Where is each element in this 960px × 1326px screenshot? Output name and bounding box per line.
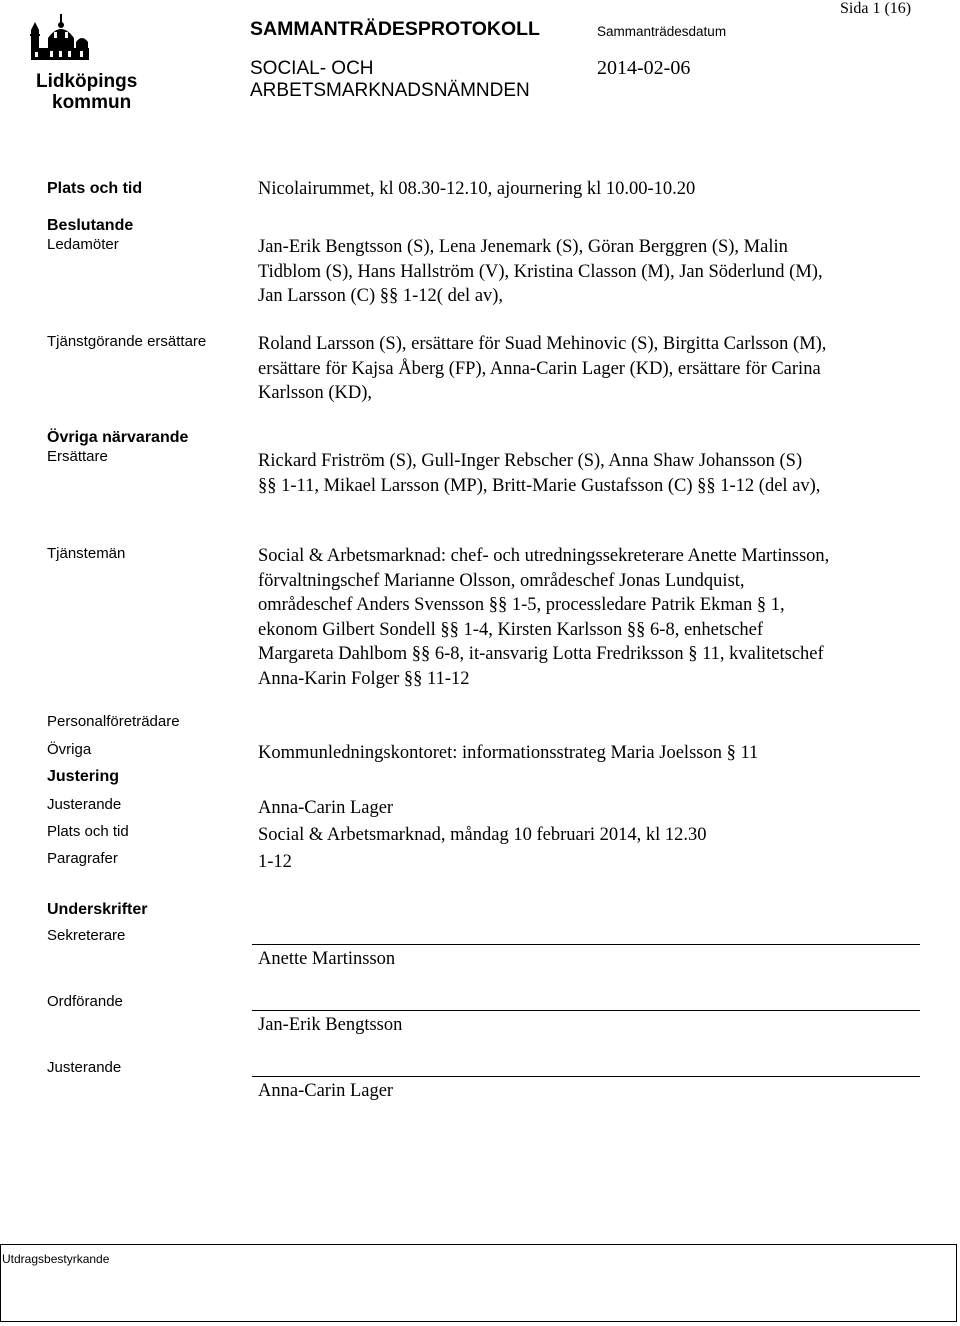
others-substitutes-list: [258, 449, 928, 498]
castle-emblem-icon: [26, 8, 152, 112]
secretary-signature-line: [252, 944, 920, 945]
others-substitutes-label: Ersättare: [47, 448, 108, 465]
signature-adjuster-name: Anna-Carin Lager: [258, 1081, 394, 1101]
officials-list: [258, 544, 928, 691]
chair-signature-line: [252, 1010, 920, 1011]
secretary-label: Sekreterare: [47, 927, 126, 944]
logo-text-line2: kommun: [52, 92, 132, 112]
place-label: Plats och tid: [47, 180, 143, 197]
officials-line: Anna-Karin Folger §§ 11-12: [258, 668, 470, 689]
officials-line: Margareta Dahlbom §§ 6-8, it-ansvarig Lotta Fredriksson § 11, kvalitetschef: [258, 644, 824, 664]
board-name-line1: SOCIAL- OCH: [250, 58, 374, 79]
document-type-title: SAMMANTRÄDESPROTOKOLL: [250, 18, 540, 40]
substitutes-line: ersättare för Kajsa Åberg (FP), Anna-Carin Lager (KD), ersättare för Carina: [258, 358, 821, 379]
adjuster-label: Justerande: [47, 796, 122, 813]
logo-text-line1: Lidköpings: [36, 71, 138, 92]
signatures-heading: Underskrifter: [47, 901, 148, 918]
members-list: [258, 235, 928, 309]
adjustment-heading: Justering: [47, 768, 120, 785]
officials-line: områdeschef Anders Svensson §§ 1-5, processledare Patrik Ekman § 1,: [258, 595, 785, 615]
secretary-name: Anette Martinsson: [258, 949, 396, 969]
signature-adjuster-label: Justerande: [47, 1059, 122, 1076]
chair-label: Ordförande: [47, 993, 123, 1010]
decision-heading: Beslutande: [47, 217, 134, 234]
adjustment-place-label: Plats och tid: [47, 823, 129, 840]
paragraphs-value: 1-12: [258, 852, 292, 872]
meeting-date-label: Sammanträdesdatum: [597, 24, 727, 39]
other-attendees-label: Övriga: [47, 741, 92, 758]
certification-label: Utdragsbestyrkande: [2, 1252, 110, 1266]
officials-line: förvaltningschef Marianne Olsson, områdeschef Jonas Lundquist,: [258, 570, 745, 591]
substitutes-label: Tjänstgörande ersättare: [47, 333, 207, 350]
substitutes-list: [258, 332, 928, 406]
board-name-line2: ARBETSMARKNADSNÄMNDEN: [250, 80, 530, 101]
substitutes-line: Karlsson (KD),: [258, 383, 373, 403]
officials-label: Tjänstemän: [47, 545, 126, 562]
chair-name: Jan-Erik Bengtsson: [258, 1015, 403, 1035]
adjuster-signature-line: [252, 1076, 920, 1077]
meeting-date: 2014-02-06: [597, 57, 691, 79]
others-substitutes-line: Rickard Friström (S), Gull-Inger Rebscher (S), Anna Shaw Johansson (S): [258, 451, 803, 471]
other-attendees-value: Kommunledningskontoret: informationsstrateg Maria Joelsson § 11: [258, 743, 759, 763]
members-label: Ledamöter: [47, 236, 119, 253]
certification-box: [0, 1244, 957, 1322]
members-line: Tidblom (S), Hans Hallström (V), Kristina Classon (M), Jan Söderlund (M),: [258, 261, 823, 282]
page-number: Sida 1 (16): [840, 0, 912, 17]
members-line: Jan Larsson (C) §§ 1-12( del av),: [258, 286, 504, 306]
officials-line: ekonom Gilbert Sondell §§ 1-4, Kirsten Karlsson §§ 6-8, enhetschef: [258, 619, 764, 640]
members-line: Jan-Erik Bengtsson (S), Lena Jenemark (S), Göran Berggren (S), Malin: [258, 237, 788, 257]
others-heading: Övriga närvarande: [47, 429, 189, 446]
paragraphs-label: Paragrafer: [47, 850, 118, 867]
officials-line: Social & Arbetsmarknad: chef- och utredningssekreterare Anette Martinsson,: [258, 546, 830, 566]
municipality-logo: [26, 8, 152, 112]
substitutes-line: Roland Larsson (S), ersättare för Suad Mehinovic (S), Birgitta Carlsson (M),: [258, 334, 827, 354]
others-substitutes-line: §§ 1-11, Mikael Larsson (MP), Britt-Marie Gustafsson (C) §§ 1-12 (del av),: [258, 475, 821, 496]
place-value: Nicolairummet, kl 08.30-12.10, ajournering kl 10.00-10.20: [258, 179, 696, 199]
adjustment-place-value: Social & Arbetsmarknad, måndag 10 februari 2014, kl 12.30: [258, 825, 707, 845]
adjuster-value: Anna-Carin Lager: [258, 798, 394, 818]
staff-representatives-label: Personalföreträdare: [47, 713, 180, 730]
